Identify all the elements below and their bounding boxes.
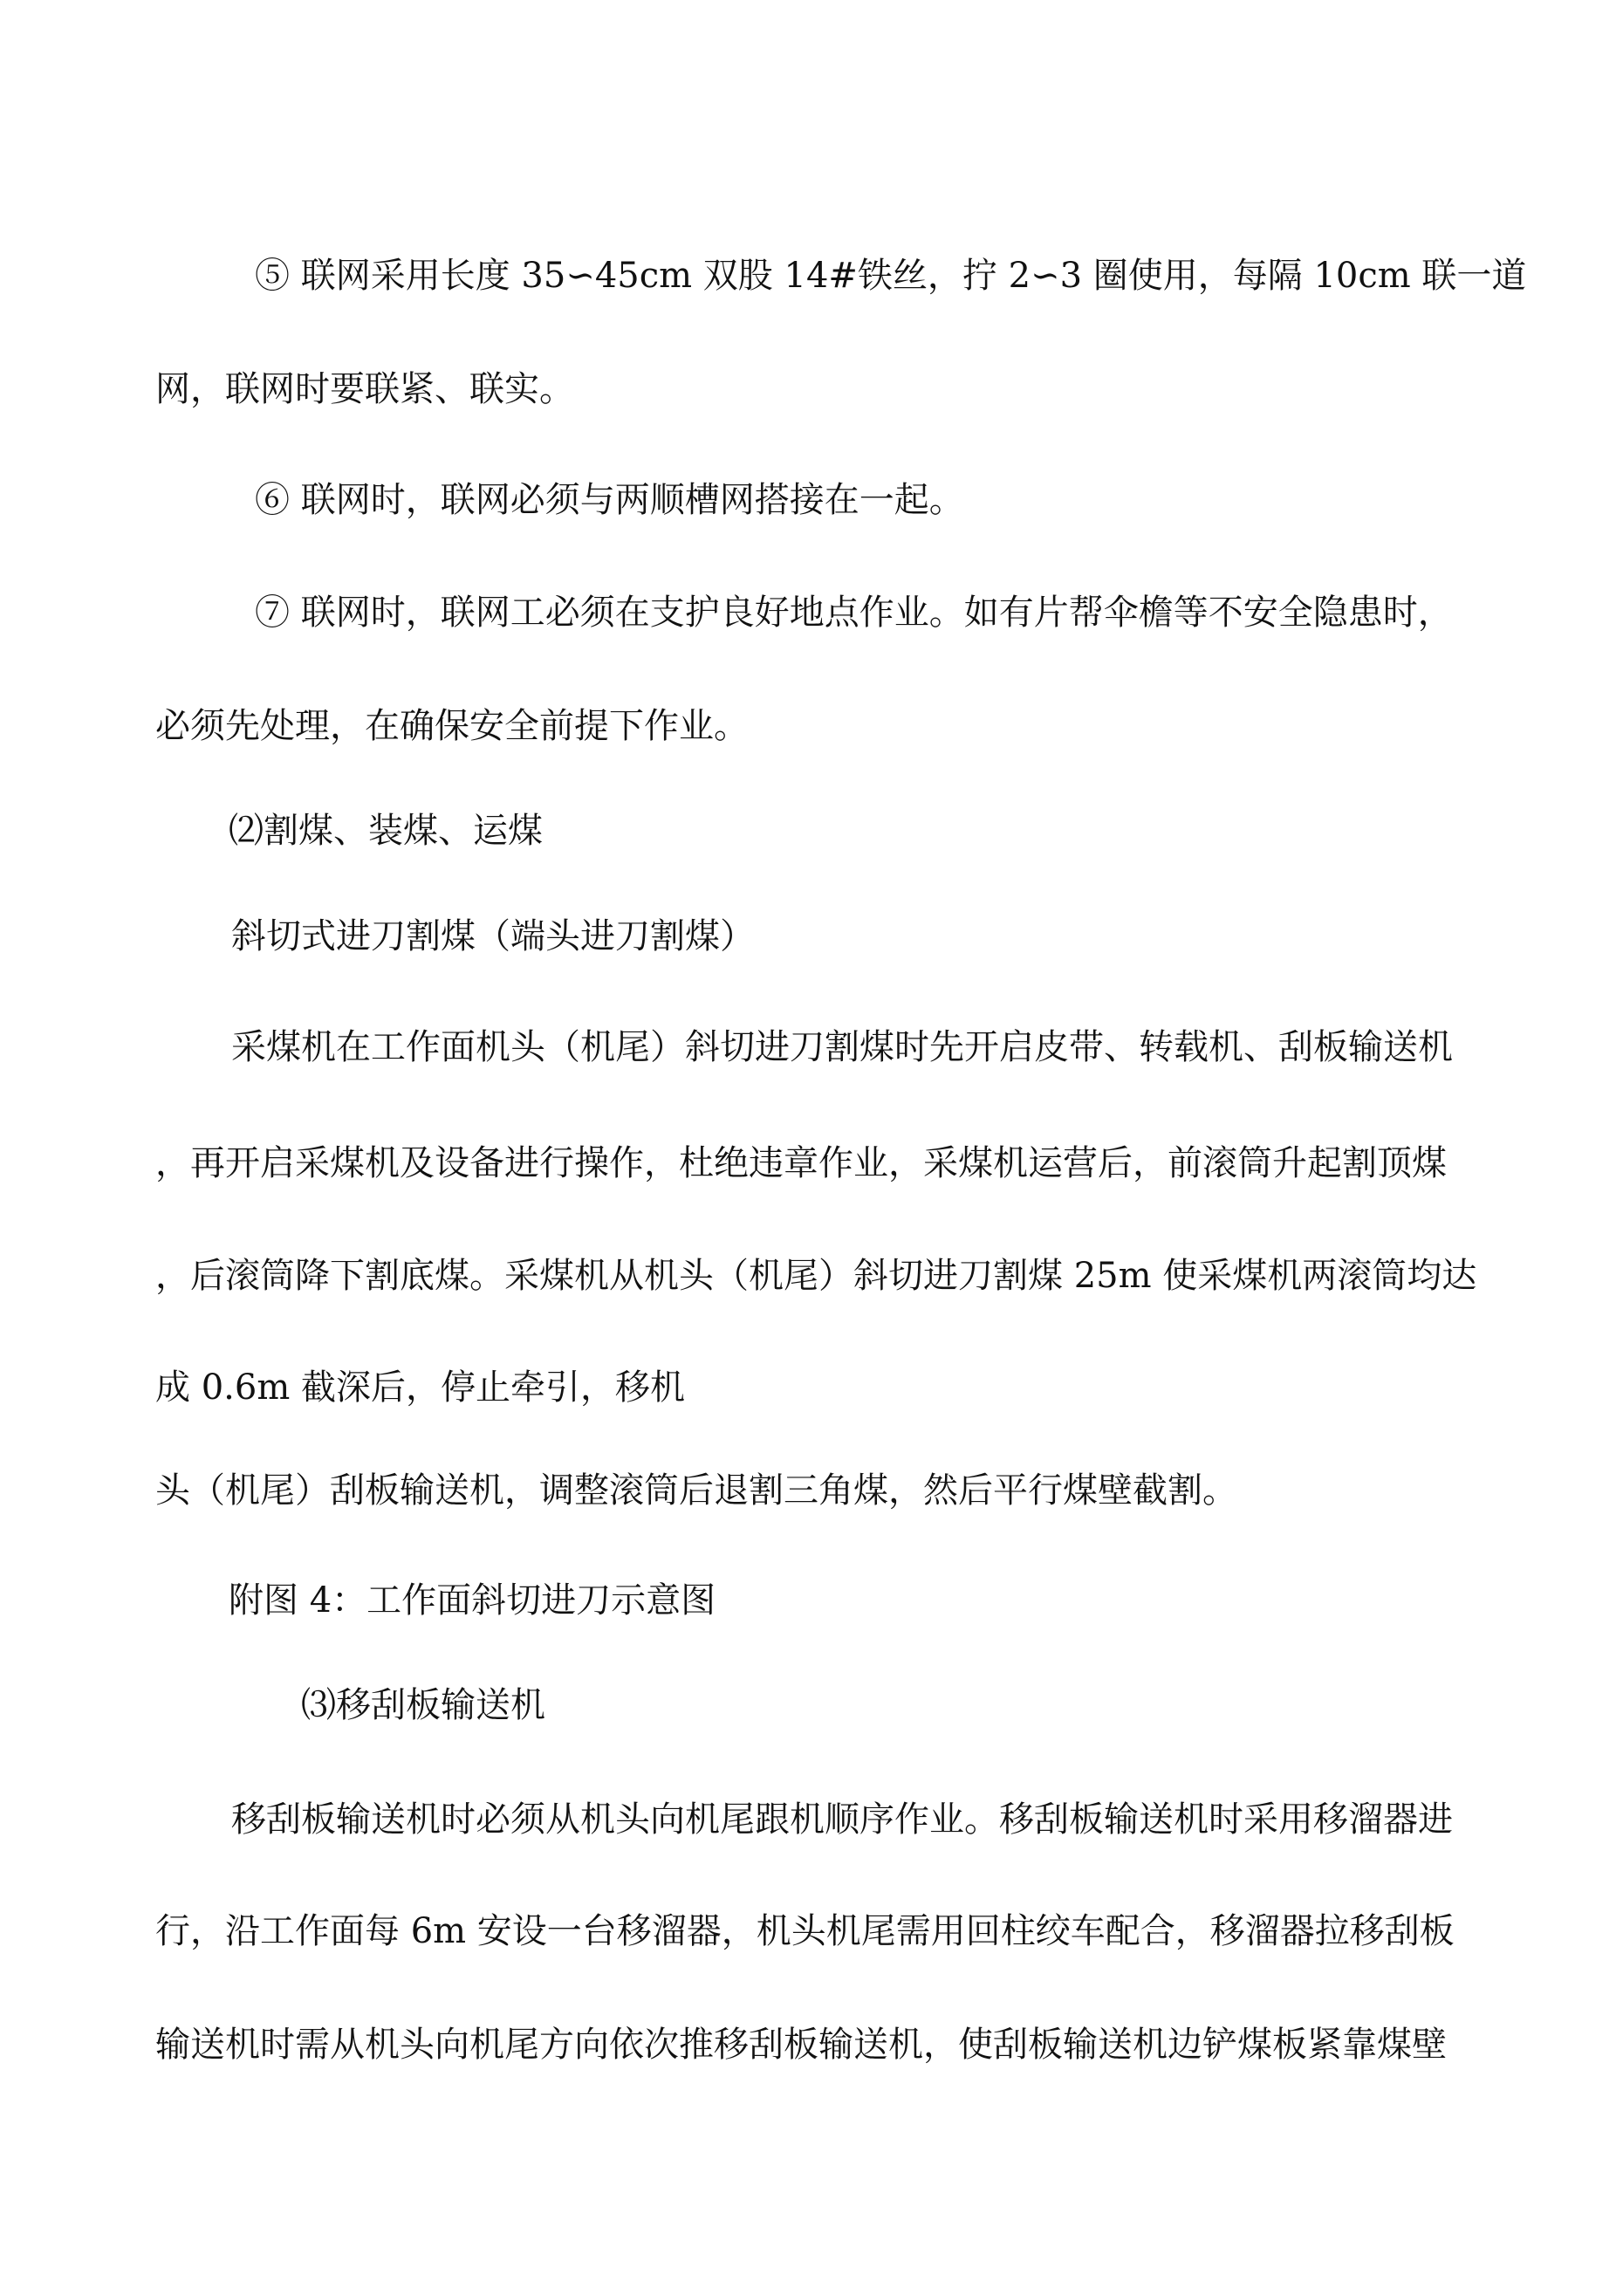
subheading: 斜切式进刀割煤（端头进刀割煤）	[231, 916, 755, 956]
text-line: ⑤ 联网采用长度 35∽45cm 双股 14#铁丝，拧 2∽3 圈使用，每隔 10cm 联一道	[255, 256, 1527, 296]
text-line: 行，沿工作面每 6m 安设一台移溜器，机头机尾需用回柱绞车配合，移溜器拉移刮板	[155, 1911, 1455, 1951]
text-line: ，再开启采煤机及设备进行操作，杜绝违章作业，采煤机运营后，前滚筒升起割顶煤	[155, 1143, 1447, 1183]
text-line: ，后滚筒降下割底煤。采煤机从机头（机尾）斜切进刀割煤 25m 使采煤机两滚筒均达	[155, 1256, 1477, 1296]
text-line: 必须先处理，在确保安全前提下作业。	[155, 706, 749, 746]
figure-caption: 附图 4：工作面斜切进刀示意图	[229, 1580, 716, 1621]
section-heading: ⑵割煤、装煤、运煤	[229, 811, 543, 851]
text-line: 成 0.6m 截深后，停止牵引，移机	[155, 1367, 685, 1408]
section-heading: ⑶移刮板输送机	[301, 1685, 545, 1725]
text-line: 输送机时需从机头向机尾方向依次推移刮板输送机，使刮板输送机边铲煤板紧靠煤壁	[155, 2025, 1447, 2065]
text-line: 移刮板输送机时必须从机头向机尾跟机顺序作业。移刮板输送机时采用移溜器进	[231, 1799, 1453, 1840]
text-line: 采煤机在工作面机头（机尾）斜切进刀割煤时先开启皮带、转载机、刮板输送机	[231, 1027, 1453, 1067]
text-line: ⑦ 联网时，联网工必须在支护良好地点作业。如有片帮伞檐等不安全隐患时，	[255, 593, 1453, 633]
text-line: 头（机尾）刮板输送机，调整滚筒后退割三角煤，然后平行煤壁截割。	[155, 1470, 1237, 1511]
text-line: 网，联网时要联紧、联实。	[155, 369, 574, 409]
text-line: ⑥ 联网时，联网必须与两顺槽网搭接在一起。	[255, 480, 964, 520]
